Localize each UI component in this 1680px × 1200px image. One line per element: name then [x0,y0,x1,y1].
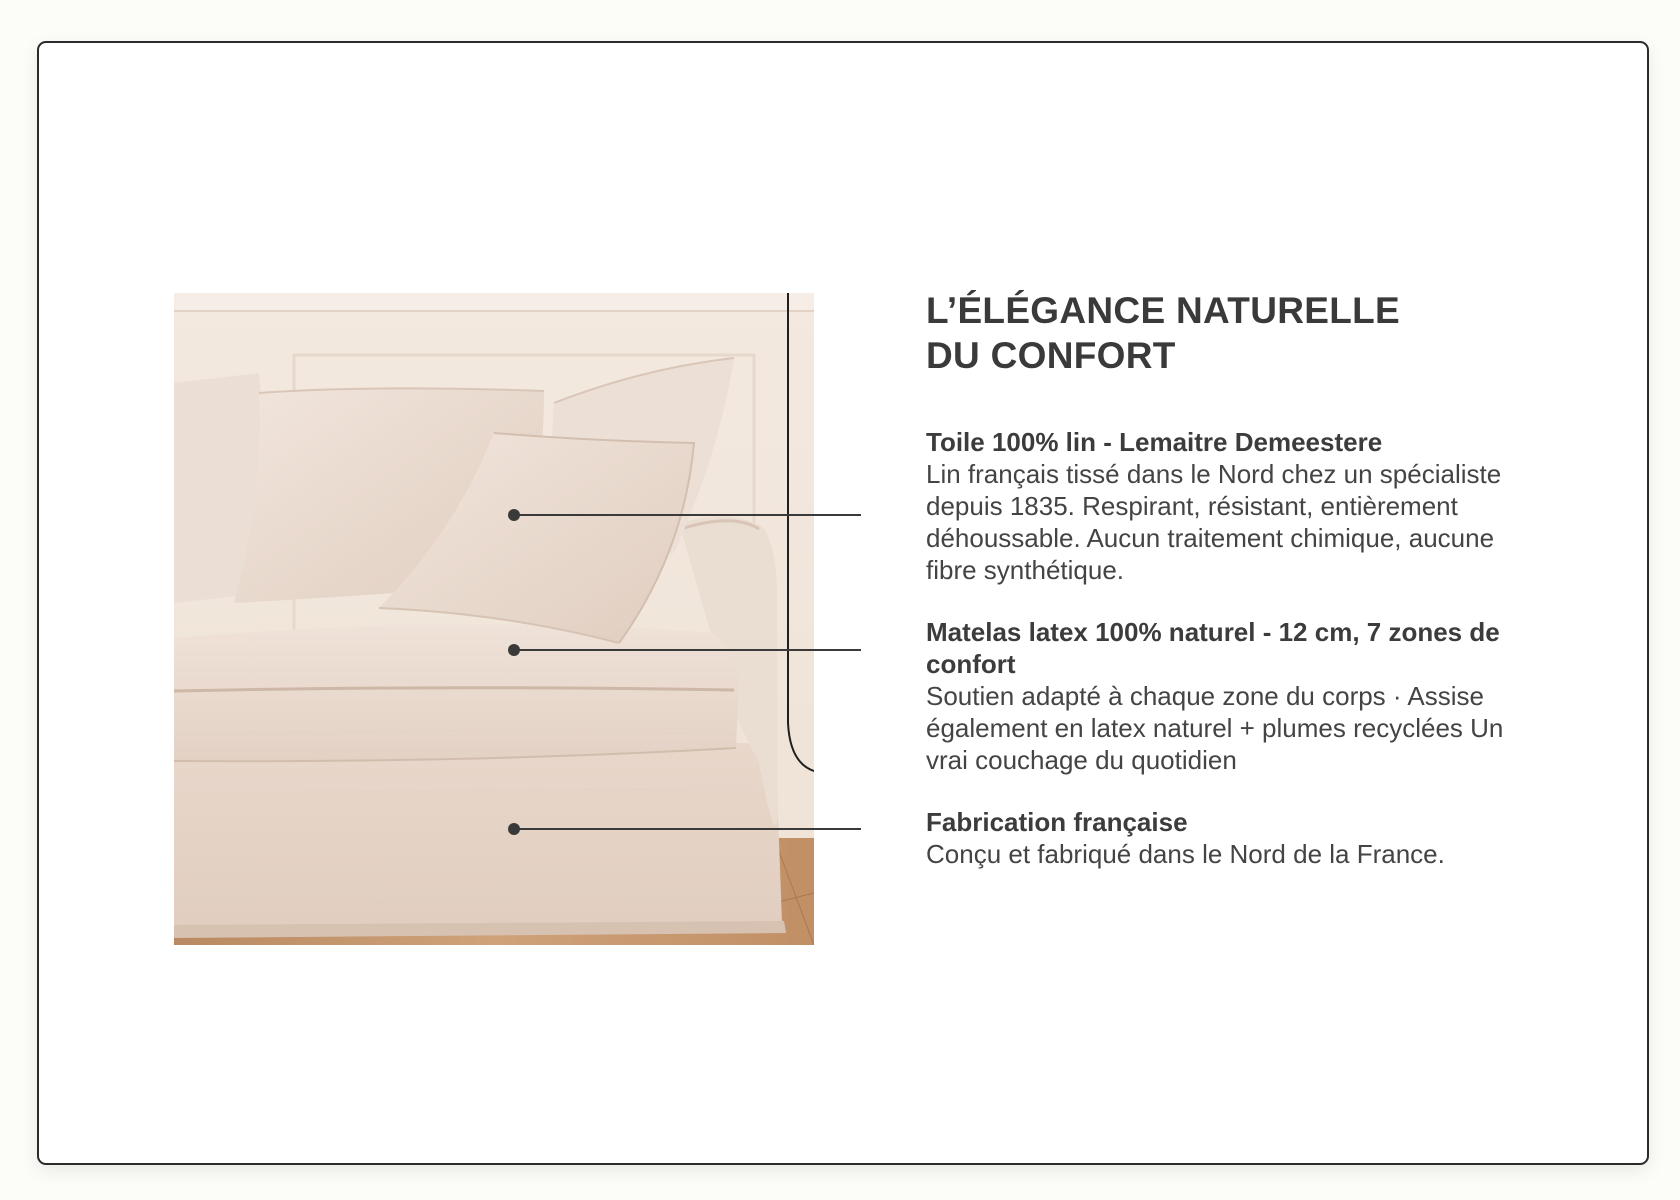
feature-description: Soutien adapté à chaque zone du corps · Assise également en latex naturel + plumes recyclées Un vrai couchage du quotidien [926,681,1504,775]
feature-title: Fabrication française [926,807,1188,837]
feature-title: Toile 100% lin - Lemaitre Demeestere [926,427,1383,457]
text-column [926,288,1526,869]
feature-mattress [926,616,1526,776]
feature-title: Matelas latex 100% naturel - 12 cm, 7 zones de confort [926,617,1500,679]
section-title [926,288,1526,378]
feature-description: Conçu et fabriqué dans le Nord de la France. [926,839,1445,869]
feature-description: Lin français tissé dans le Nord chez un spécialiste depuis 1835. Respirant, résistant, entièrement déhoussable. Aucun traitement chimique, aucune fibre synthétique. [926,459,1502,585]
feature-card [37,41,1649,1165]
sofa-photo [174,293,814,945]
feature-fabrication [926,806,1526,870]
section-title-line2: DU CONFORT [926,335,1176,376]
section-title-line1: L’ÉLÉGANCE NATURELLE [926,290,1400,331]
feature-linen [926,426,1526,586]
